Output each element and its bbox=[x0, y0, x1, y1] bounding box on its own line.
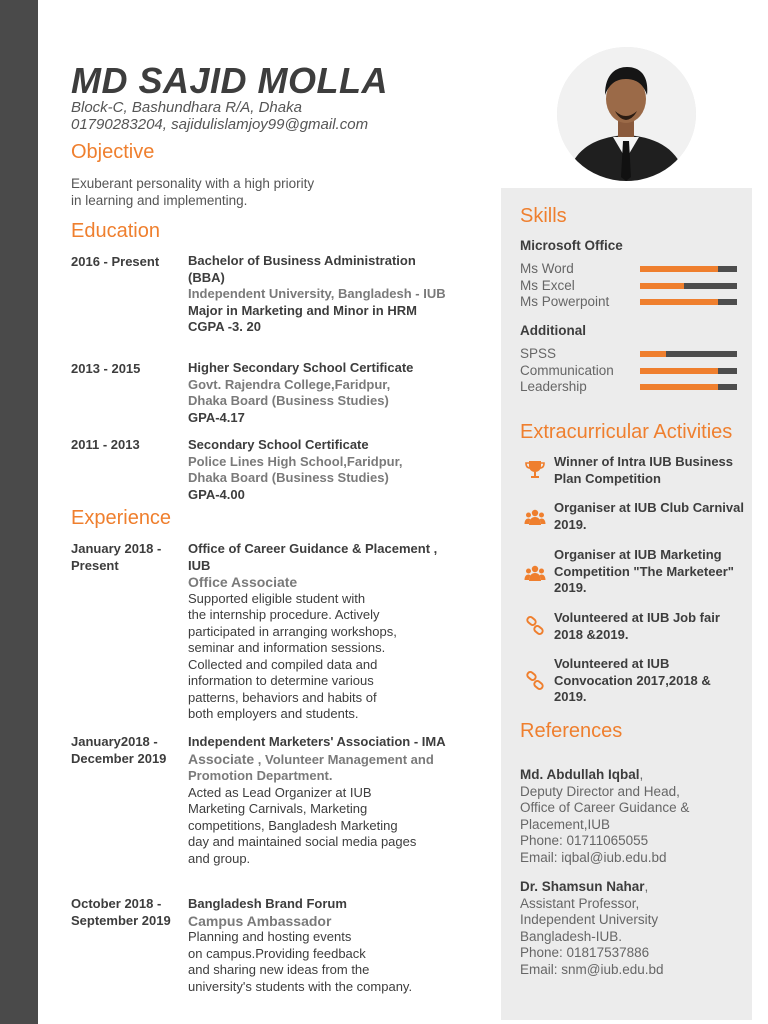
text-line: on campus.Providing feedback bbox=[188, 945, 366, 961]
text-line: patterns, behaviors and habits of bbox=[188, 689, 377, 705]
text-line: Office of Career Guidance & bbox=[520, 800, 690, 815]
text-line: day and maintained social media pages bbox=[188, 834, 417, 849]
job-role-line bbox=[188, 751, 450, 785]
text-line: Email: iqbal@iub.edu.bd bbox=[520, 849, 667, 865]
date-start: October 2018 - bbox=[71, 896, 162, 911]
text-line: competitions, Bangladesh Marketing bbox=[188, 817, 398, 833]
job-description bbox=[188, 591, 453, 723]
skill-bar-fill bbox=[640, 384, 718, 390]
job-role: Office Associate bbox=[188, 574, 298, 590]
institution: Independent University, Bangladesh - IUB bbox=[188, 286, 446, 301]
text-line: Planning and hosting events bbox=[188, 929, 352, 944]
group-icon bbox=[524, 506, 546, 528]
objective-line: in learning and implementing. bbox=[71, 193, 248, 208]
references-heading: References bbox=[520, 720, 623, 742]
grade: GPA-4.17 bbox=[188, 409, 245, 425]
reference-name: Dr. Shamsun Nahar bbox=[520, 879, 645, 894]
degree-title: Bachelor of Business Administration (BBA) bbox=[188, 253, 416, 285]
text-line: seminar and information sessions. bbox=[188, 640, 386, 655]
education-entry bbox=[188, 360, 458, 426]
experience-date bbox=[71, 541, 161, 574]
objective-text bbox=[71, 175, 371, 209]
text-line: information to determine various bbox=[188, 673, 374, 688]
text-line: the internship procedure. Actively bbox=[188, 607, 380, 622]
job-role-extra: , Volunteer Management and Promotion Department. bbox=[188, 751, 434, 783]
date-end: December 2019 bbox=[71, 750, 167, 766]
text-line: university's students with the company. bbox=[188, 978, 413, 994]
institution: Police Lines High School,Faridpur, bbox=[188, 453, 403, 469]
degree-title: Higher Secondary School Certificate bbox=[188, 360, 414, 375]
skills-heading: Skills bbox=[520, 205, 567, 227]
reference-name-line: Dr. Shamsun Nahar, bbox=[520, 879, 649, 894]
address: Block-C, Bashundhara R/A, Dhaka bbox=[71, 99, 302, 116]
date-start: January2018 - bbox=[71, 734, 158, 749]
objective-heading: Objective bbox=[71, 141, 155, 163]
reference-entry bbox=[520, 767, 740, 866]
degree-title: Secondary School Certificate bbox=[188, 437, 369, 452]
skill-bar-fill bbox=[640, 266, 718, 272]
organization: Independent Marketers' Association - IMA bbox=[188, 734, 446, 749]
education-entry bbox=[188, 437, 458, 503]
job-role: Associate bbox=[188, 750, 255, 767]
link-icon bbox=[524, 670, 546, 692]
experience-entry bbox=[188, 541, 453, 723]
activity-text: Winner of Intra IUB Business Plan Competition bbox=[554, 454, 734, 486]
text-line: Acted as Lead Organizer at IUB bbox=[188, 784, 372, 800]
reference-name-line: Md. Abdullah Iqbal, bbox=[520, 767, 644, 782]
profile-photo bbox=[557, 47, 696, 181]
left-accent-bar bbox=[0, 0, 38, 1024]
skill-group-title: Microsoft Office bbox=[520, 238, 623, 253]
reference-details bbox=[520, 784, 740, 867]
skill-bar bbox=[640, 283, 737, 289]
activity-text: Organiser at IUB Marketing Competition "The Marketeer" 2019. bbox=[554, 547, 734, 595]
text-line: Phone: 01817537886 bbox=[520, 945, 650, 960]
text-line: Assistant Professor, bbox=[520, 895, 640, 911]
job-role: Campus Ambassador bbox=[188, 912, 332, 929]
skill-label: Ms Word bbox=[520, 261, 574, 276]
skill-bar-fill bbox=[640, 351, 666, 357]
text-line: Collected and compiled data and bbox=[188, 656, 378, 672]
text-line: Email: snm@iub.edu.bd bbox=[520, 961, 664, 977]
reference-details bbox=[520, 896, 740, 979]
text-line: both employers and students. bbox=[188, 706, 359, 721]
trophy-icon bbox=[524, 458, 546, 480]
person-portrait-icon bbox=[557, 47, 696, 181]
group-icon bbox=[524, 562, 546, 584]
text-line: Marketing Carnivals, Marketing bbox=[188, 801, 368, 816]
skill-bar-fill bbox=[640, 283, 684, 289]
reference-name: Md. Abdullah Iqbal bbox=[520, 767, 640, 782]
text-line: Bangladesh-IUB. bbox=[520, 928, 623, 944]
experience-heading: Experience bbox=[71, 507, 172, 529]
text-line: participated in arranging workshops, bbox=[188, 623, 397, 639]
experience-entry bbox=[188, 896, 458, 995]
experience-date bbox=[71, 734, 166, 767]
education-date: 2011 - 2013 bbox=[71, 437, 140, 452]
skill-label: Ms Powerpoint bbox=[520, 294, 610, 309]
education-entry bbox=[188, 253, 450, 336]
education-date: 2013 - 2015 bbox=[71, 361, 141, 376]
link-icon bbox=[524, 615, 546, 637]
grade: GPA-4.00 bbox=[188, 486, 245, 502]
skill-label: SPSS bbox=[520, 346, 557, 361]
education-date: 2016 - Present bbox=[71, 254, 160, 269]
board: Dhaka Board (Business Studies) bbox=[188, 470, 389, 485]
date-start: January 2018 - bbox=[71, 541, 162, 556]
skill-label: Leadership bbox=[520, 379, 587, 394]
organization: Office of Career Guidance & Placement , IUB bbox=[188, 541, 438, 573]
date-end: September 2019 bbox=[71, 912, 171, 928]
board: Dhaka Board (Business Studies) bbox=[188, 393, 389, 408]
skill-label: Communication bbox=[520, 363, 614, 378]
candidate-name: MD SAJID MOLLA bbox=[71, 60, 388, 101]
activity-text: Organiser at IUB Club Carnival 2019. bbox=[554, 500, 744, 532]
organization: Bangladesh Brand Forum bbox=[188, 896, 347, 911]
job-description bbox=[188, 785, 450, 868]
education-heading: Education bbox=[71, 220, 160, 242]
skill-bar bbox=[640, 368, 737, 374]
skill-bar bbox=[640, 351, 737, 357]
activities-heading: Extracurricular Activities bbox=[520, 421, 733, 443]
job-description bbox=[188, 929, 458, 995]
experience-entry bbox=[188, 734, 450, 867]
activity-text: Volunteered at IUB Job fair 2018 &2019. bbox=[554, 610, 720, 642]
skill-bar-fill bbox=[640, 299, 718, 305]
activity-text: Volunteered at IUB Convocation 2017,2018 & 2019. bbox=[554, 656, 711, 704]
text-line: Independent University bbox=[520, 912, 659, 927]
date-end: Present bbox=[71, 557, 119, 573]
skill-bar bbox=[640, 266, 737, 272]
objective-line: Exuberant personality with a high priority bbox=[71, 176, 315, 191]
grade: CGPA -3. 20 bbox=[188, 319, 261, 334]
contact-info: 01790283204, sajidulislamjoy99@gmail.com bbox=[71, 116, 369, 133]
degree-detail: Major in Marketing and Minor in HRM bbox=[188, 302, 417, 318]
skill-bar-fill bbox=[640, 368, 718, 374]
text-line: and sharing new ideas from the bbox=[188, 962, 370, 977]
skill-group-title: Additional bbox=[520, 323, 586, 338]
skill-bar bbox=[640, 384, 737, 390]
institution: Govt. Rajendra College,Faridpur, bbox=[188, 376, 391, 392]
text-line: Supported eligible student with bbox=[188, 590, 366, 606]
text-line: Deputy Director and Head, bbox=[520, 783, 680, 799]
experience-date bbox=[71, 896, 171, 929]
text-line: Placement,IUB bbox=[520, 816, 611, 832]
text-line: Phone: 01711065055 bbox=[520, 833, 649, 848]
skill-bar bbox=[640, 299, 737, 305]
skill-label: Ms Excel bbox=[520, 278, 575, 293]
text-line: and group. bbox=[188, 850, 251, 866]
reference-entry bbox=[520, 879, 740, 978]
